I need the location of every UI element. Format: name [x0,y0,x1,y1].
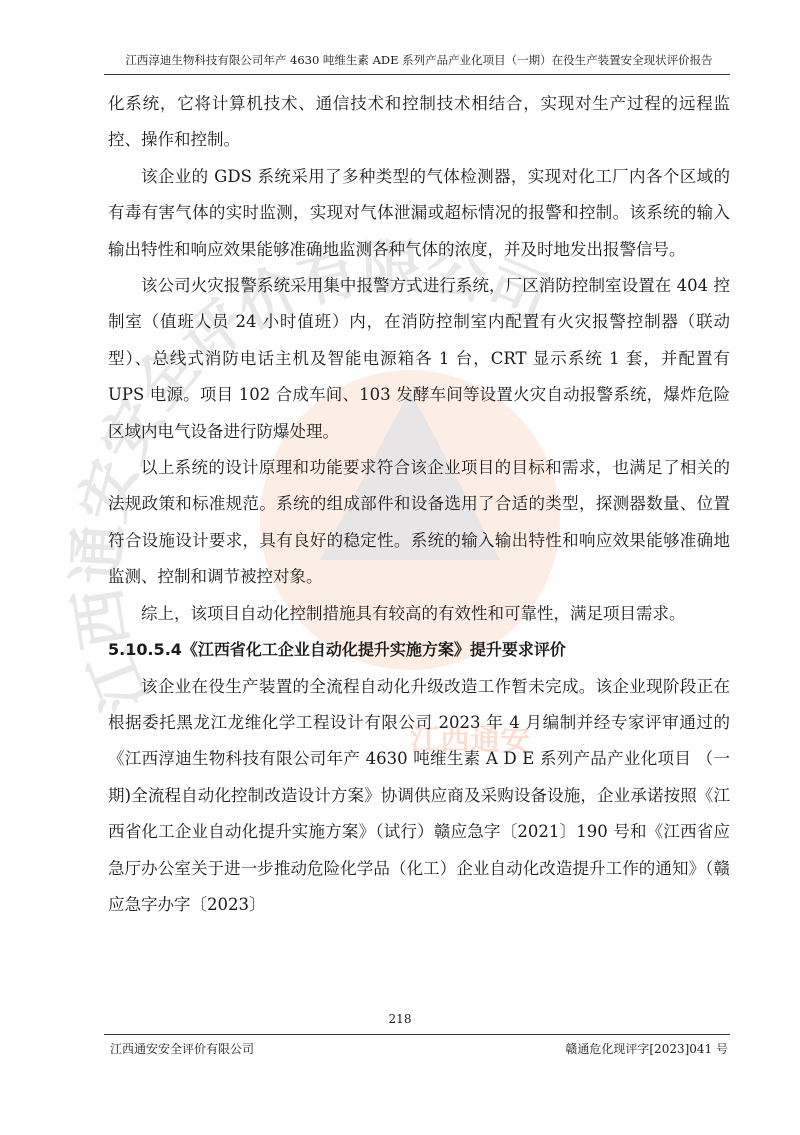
footer-company: 江西通安安全评价有限公司 [110,1042,255,1056]
seal-center-text: 江西通安 [410,723,530,758]
footer-report-code: 赣通危化现评字[2023]041 号 [565,1042,728,1056]
paragraph-system-design: 以上系统的设计原理和功能要求符合该企业项目的目标和需求，也满足了相关的法规政策和标准规范。系统的组成部件和设备选用了合适的类型，探测器数量、位置符合设施设计要求，具有良好的稳定性。系统的输入输出特性和响应效果能够准确地监测、控制和调节被控对象。 [108,458,730,587]
footer-divider [104,1034,730,1035]
paragraph-fire-alarm: 该公司火灾报警系统采用集中报警方式进行系统，厂区消防控制室设置在 404 控制室（值班人员 24 小时值班）内，在消防控制室内配置有火灾报警控制器（联动型）、总线式消防电话主机及智能电源箱各 1 台，CRT 显示系统 1 套，并配置有 UPS 电源。项目 102 合成车间、103 发酵车间等设置火灾自动报警系统，爆炸危险区域内电气设备进行防爆处理。 [108,276,730,441]
section-heading: 5.10.5.4《江西省化工企业自动化提升实施方案》提升要求评价 [108,640,566,660]
paragraph-continuation: 化系统，它将计算机技术、通信技术和控制技术相结合，实现对生产过程的远程监控、操作和控制。 [108,94,730,150]
document-body [108,86,730,923]
paragraph-automation-upgrade: 该企业在役生产装置的全流程自动化升级改造工作暂未完成。该企业现阶段正在根据委托黑龙江龙维化学工程设计有限公司 2023 年 4 月编制并经专家评审通过的《江西淳迪生物科技有限公司年产 4630 吨维生素 A D E 系列产品产业化项目 （一期)全流程自动化控制改造设计方案》协调供应商及采购设备设施，企业承诺按照《江西省化工企业自动化提升实施方案》（试行）赣应急字〔2021〕190 号和《江西省应急厅办公室关于进一步推动危险化学品（化工）企业自动化改造提升工作的通知》（赣应急字办字〔2023〕 [108,676,730,914]
paragraph-summary: 综上，该项目自动化控制措施具有较高的有效性和可靠性，满足项目需求。 [141,603,686,623]
report-header: 江西淳迪生物科技有限公司年产 4630 吨维生素 ADE 系列产品产业化项目（一期）在役生产装置安全现状评价报告 [125,53,713,67]
header-divider [104,74,730,75]
page-number: 218 [388,1012,412,1026]
seal-arc-text: 江西通安安全评价有限公司 [62,232,559,721]
paragraph-gds-system: 该企业的 GDS 系统采用了多种类型的气体检测器，实现对化工厂内各个区域的有毒有害气体的实时监测，实现对气体泄漏或超标情况的报警和控制。该系统的输入输出特性和响应效果能够准确地监测各种气体的浓度，并及时地发出报警信号。 [108,166,730,259]
